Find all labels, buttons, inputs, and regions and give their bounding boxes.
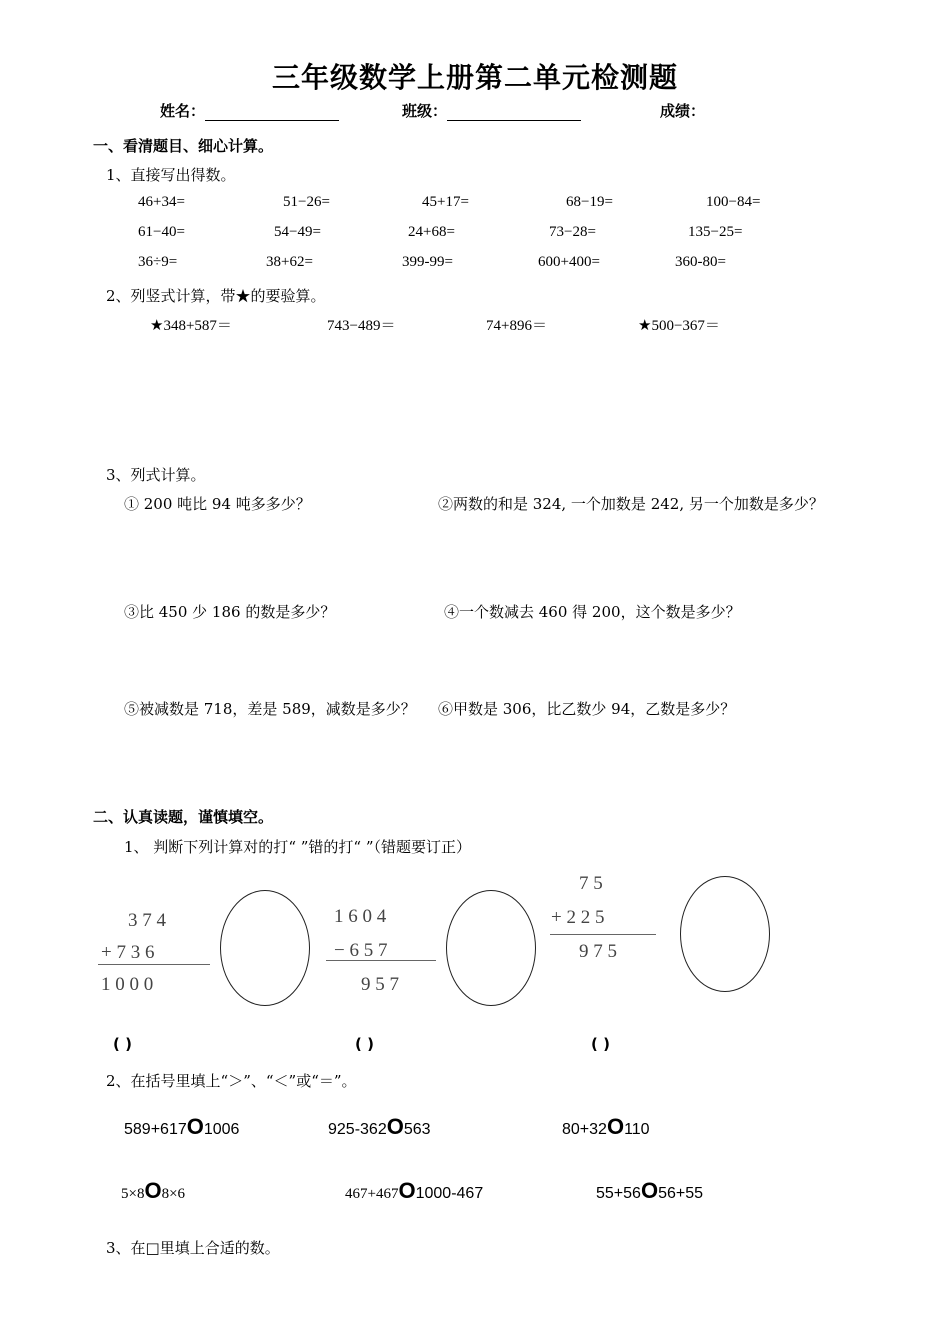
judge-paren-1[interactable]: ( ) <box>113 1035 132 1053</box>
section2-heading: 二、认真读题，谨慎填空。 <box>93 808 274 826</box>
answer-circle-2[interactable] <box>446 890 536 1006</box>
s1-q1-r3-c2: 38+62= <box>266 254 313 270</box>
class-field[interactable] <box>447 106 581 121</box>
answer-circle-3[interactable] <box>680 876 770 992</box>
s1-q3-item-5: ⑤被减数是 718，差是 589，减数是多少？ <box>124 700 416 718</box>
compare-1-left: 589+617 <box>124 1121 187 1138</box>
compare-item-4 <box>121 1180 185 1203</box>
calc2-row1: 1 6 0 4 <box>334 906 387 927</box>
answer-circle-1[interactable] <box>220 890 310 1006</box>
compare-3-circle[interactable]: O <box>606 1114 625 1139</box>
compare-1-right: 1006 <box>203 1121 240 1138</box>
s1-q3-item-1: ① 200 吨比 94 吨多多少？ <box>124 495 311 513</box>
s1-q1-r3-c5: 360-80= <box>675 254 726 270</box>
calc1-row2: + 7 3 6 <box>101 942 155 963</box>
compare-5-left: 467+467 <box>345 1186 399 1202</box>
compare-3-right: 110 <box>624 1121 650 1138</box>
compare-item-5 <box>345 1180 483 1203</box>
compare-3-left: 80+32 <box>562 1121 607 1138</box>
section1-heading: 一、看清题目、细心计算。 <box>93 137 274 155</box>
name-label <box>160 100 339 121</box>
s1-q1-r1-c5: 100−84= <box>706 194 761 210</box>
s1-q3-item-3: ③比 450 少 186 的数是多少？ <box>124 603 336 621</box>
compare-4-left: 5×8 <box>121 1186 145 1202</box>
compare-5-circle[interactable]: O <box>398 1178 416 1203</box>
name-label-text: 姓名： <box>160 102 206 120</box>
s1-q2-label: 2、列竖式计算，带★的要验算。 <box>106 287 326 305</box>
s1-q3-item-2: ②两数的和是 324, 一个加数是 242, 另一个加数是多少？ <box>438 495 824 513</box>
calc3-row1: 7 5 <box>579 873 603 894</box>
s1-q2-item-2: 743−489＝ <box>327 318 396 334</box>
s1-q1-r2-c3: 24+68= <box>408 224 455 240</box>
class-label <box>402 100 581 121</box>
compare-2-left: 925-362 <box>328 1121 387 1138</box>
s2-q1-label: 1、 判断下列计算对的打“ ”错的打“ ”（错题要订正） <box>124 838 472 856</box>
s1-q1-r3-c4: 600+400= <box>538 254 600 270</box>
s1-q3-item-6: ⑥甲数是 306，比乙数少 94，乙数是多少？ <box>438 700 736 718</box>
compare-6-circle[interactable]: O <box>640 1178 659 1203</box>
calc3-rule <box>550 934 656 935</box>
compare-5-right: 1000-467 <box>415 1185 484 1202</box>
s1-q2-item-3: 74+896＝ <box>486 318 547 334</box>
s1-q1-r1-c4: 68−19= <box>566 194 613 210</box>
calc1-rule <box>98 964 210 965</box>
s2-q3-label: 3、在□里填上合适的数。 <box>106 1239 280 1257</box>
s1-q1-label: 1、直接写出得数。 <box>106 166 236 184</box>
class-label-text: 班级： <box>402 102 448 120</box>
s1-q1-r2-c1: 61−40= <box>138 224 185 240</box>
s1-q3-label: 3、列式计算。 <box>106 466 206 484</box>
s1-q3-item-4: ④一个数减去 460 得 200，这个数是多少？ <box>444 603 741 621</box>
s1-q2-item-4: ★500−367＝ <box>638 318 720 334</box>
s1-q1-r3-c1: 36÷9= <box>138 254 178 270</box>
compare-2-circle[interactable]: O <box>386 1114 404 1139</box>
calc2-row2: − 6 5 7 <box>334 940 388 961</box>
calc1-row1: 3 7 4 <box>128 910 166 931</box>
s1-q1-r2-c2: 54−49= <box>274 224 321 240</box>
page-title: 三年级数学上册第二单元检测题 <box>271 61 678 94</box>
calc3-row2: + 2 2 5 <box>551 907 605 928</box>
compare-4-right: 8×6 <box>161 1186 186 1202</box>
compare-4-circle[interactable]: O <box>144 1178 162 1203</box>
name-field[interactable] <box>205 106 339 121</box>
compare-2-right: 563 <box>403 1121 431 1138</box>
s1-q1-r1-c3: 45+17= <box>422 194 469 210</box>
compare-item-2 <box>328 1116 431 1139</box>
calc2-rule <box>326 960 436 961</box>
compare-6-left: 55+56 <box>596 1185 641 1202</box>
compare-6-right: 56+55 <box>658 1185 703 1202</box>
s1-q1-r2-c4: 73−28= <box>549 224 596 240</box>
calc2-row3: 9 5 7 <box>361 974 399 995</box>
s1-q1-r1-c2: 51−26= <box>283 194 330 210</box>
s1-q1-r1-c1: 46+34= <box>138 194 185 210</box>
s1-q2-item-1: ★348+587＝ <box>150 318 232 334</box>
judge-paren-2[interactable]: ( ) <box>355 1035 374 1053</box>
compare-item-1 <box>124 1116 239 1139</box>
score-label: 成绩： <box>660 102 706 120</box>
calc1-row3: 1 0 0 0 <box>101 974 154 995</box>
s1-q1-r3-c3: 399-99= <box>402 254 453 270</box>
compare-1-circle[interactable]: O <box>186 1114 204 1139</box>
compare-item-6 <box>596 1180 703 1203</box>
s1-q1-r2-c5: 135−25= <box>688 224 743 240</box>
judge-paren-3[interactable]: ( ) <box>591 1035 610 1053</box>
calc3-row3: 9 7 5 <box>579 941 617 962</box>
compare-item-3 <box>562 1116 650 1139</box>
s2-q2-label: 2、在括号里填上“＞”、“＜”或“＝”。 <box>106 1072 357 1090</box>
